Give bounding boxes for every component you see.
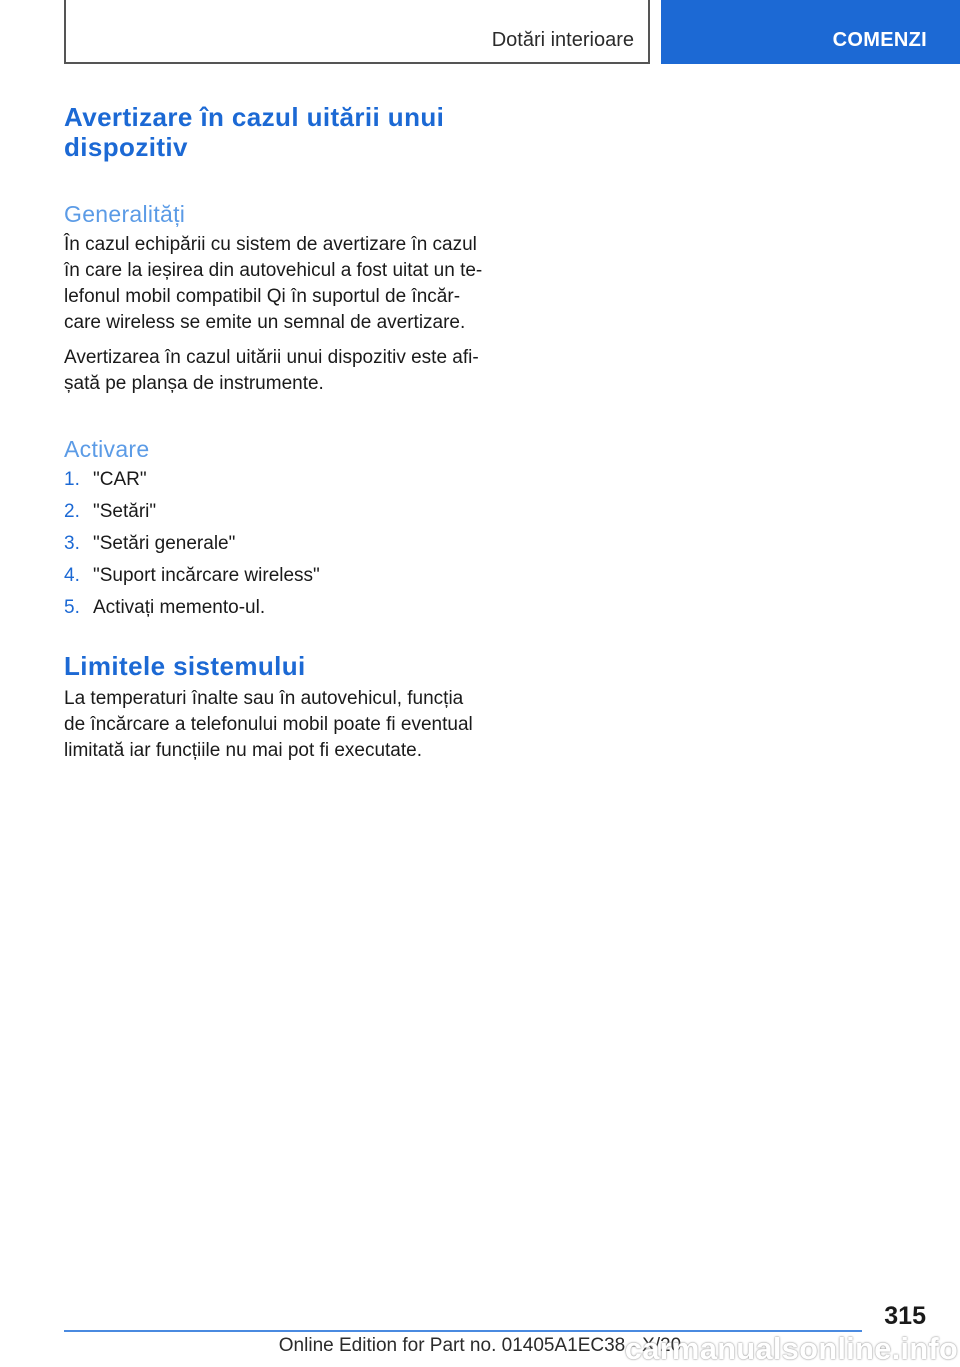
step-text: "Suport incărcare wireless" (93, 565, 320, 586)
step-number: 2. (64, 501, 80, 522)
step-number: 4. (64, 565, 80, 586)
page-number: 315 (884, 1302, 926, 1330)
activation-heading: Activare (64, 436, 150, 462)
general-paragraph-2: Avertizarea în cazul uitării unui dispozitiv este afi-șată pe planșa de instrumente. (64, 347, 479, 394)
step-number: 3. (64, 533, 80, 554)
edition-note: Online Edition for Part no. 01405A1EC38 - X/20 (278, 1335, 682, 1356)
step-item (64, 595, 484, 621)
step-text: "Setări generale" (93, 533, 236, 554)
general-paragraph-1: În cazul echipării cu sistem de avertizare în cazul în care la ieșirea din autovehicul a fost uitat un te-lefonul mobil compatibil Qi în suportul de încăr-care wireless se emite un semnal de avertizare. (64, 234, 483, 333)
chapter-title: COMENZI (832, 29, 927, 51)
activation-steps (64, 467, 484, 621)
limits-paragraph: La temperaturi înalte sau în autovehicul, funcția de încărcare a telefonului mobil poate fi eventual limitată iar funcțiile nu mai pot fi executate. (64, 688, 473, 761)
step-item (64, 499, 484, 525)
chapter-tab[interactable] (661, 0, 960, 64)
step-number: 1. (64, 469, 80, 490)
general-heading: Generalități (64, 201, 186, 227)
section-header (64, 0, 650, 64)
main-content (64, 102, 484, 764)
step-number: 5. (64, 597, 80, 618)
step-text: "CAR" (93, 469, 147, 490)
step-item (64, 531, 484, 557)
page-title: Avertizare în cazul uitării unui dispozitiv (64, 102, 445, 162)
step-item (64, 563, 484, 589)
limits-heading: Limitele sistemului (64, 651, 306, 681)
step-text: "Setări" (93, 501, 157, 522)
step-item (64, 467, 484, 493)
watermark: carmanualsonline.info (624, 1331, 958, 1366)
section-title: Dotări interioare (491, 29, 634, 51)
step-text: Activați memento-ul. (93, 597, 266, 618)
